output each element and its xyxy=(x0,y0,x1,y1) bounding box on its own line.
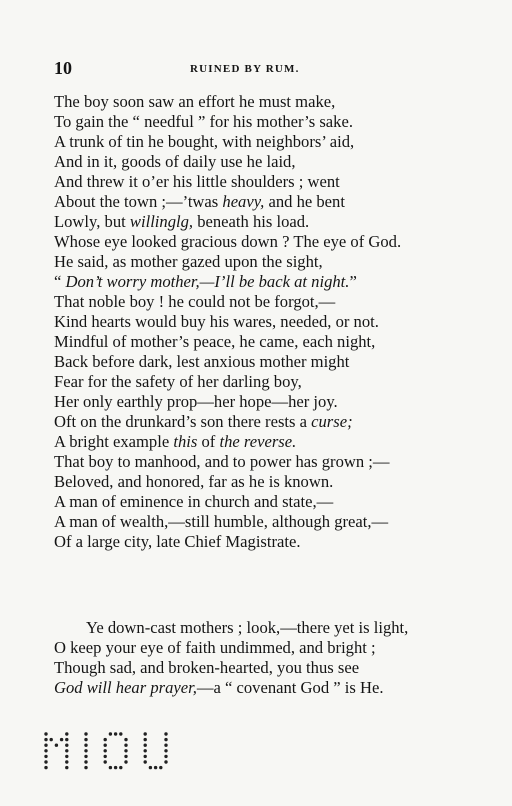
stamp-dot xyxy=(60,738,63,741)
line-text: That boy to manhood, and to power has grown ;— xyxy=(54,452,390,471)
line-text: Ye down-cast mothers ; look,—there yet is light, xyxy=(86,618,409,637)
line-text: beneath his load. xyxy=(193,212,310,231)
line-text: The boy soon saw an effort he must make, xyxy=(54,92,336,111)
line-text: Lowly, but xyxy=(54,212,130,231)
stamp-dot xyxy=(119,766,122,769)
line-text: Fear for the safety of her darling boy, xyxy=(54,372,302,391)
line-text: of xyxy=(197,432,220,451)
stamp-dot xyxy=(65,766,68,769)
poem-line xyxy=(54,132,464,152)
line-text: A man of wealth,—still humble, although great,— xyxy=(54,512,389,531)
poem-stanza-2 xyxy=(54,618,464,698)
poem-line xyxy=(54,638,464,658)
stamp-dot xyxy=(50,738,53,741)
stamp-dot xyxy=(104,755,107,758)
stamp-dot xyxy=(44,760,47,763)
line-text: Mindful of mother’s peace, he came, each night, xyxy=(54,332,376,351)
poem-line xyxy=(54,532,464,552)
poem-line xyxy=(54,432,464,452)
line-text: To gain the “ needful ” for his mother’s sake. xyxy=(54,112,353,131)
line-text: and he bent xyxy=(264,192,345,211)
italic-text: curse; xyxy=(311,412,353,431)
poem-line xyxy=(54,172,464,192)
poem-line xyxy=(54,452,464,472)
poem-line xyxy=(54,512,464,532)
line-text: About the town ;—’twas xyxy=(54,192,223,211)
stamp-dot xyxy=(124,749,127,752)
stamp-dot xyxy=(84,744,87,747)
stamp-dot xyxy=(164,744,167,747)
stamp-dot xyxy=(144,755,147,758)
running-head: RUINED BY RUM. xyxy=(190,63,300,75)
stamp-dot xyxy=(164,732,167,735)
perforated-stamp xyxy=(42,728,168,774)
stamp-dot xyxy=(65,755,68,758)
line-text: A trunk of tin he bought, with neighbors’ aid, xyxy=(54,132,355,151)
line-text: Whose eye looked gracious down ? The eye of God. xyxy=(54,232,402,251)
stamp-dot xyxy=(159,766,162,769)
stamp-dot xyxy=(114,732,117,735)
line-text: —a “ covenant God ” is He. xyxy=(196,678,384,697)
poem-line xyxy=(54,292,464,312)
poem-line xyxy=(54,492,464,512)
stamp-dot xyxy=(144,760,147,763)
stamp-dot xyxy=(104,749,107,752)
stamp-dot xyxy=(65,749,68,752)
stamp-dot xyxy=(144,744,147,747)
line-text: A man of eminence in church and state,— xyxy=(54,492,334,511)
stamp-dot xyxy=(164,760,167,763)
poem-line xyxy=(54,232,464,252)
stamp-dot xyxy=(65,738,68,741)
stamp-dot xyxy=(154,766,157,769)
poem-line xyxy=(54,112,464,132)
stamp-dot xyxy=(124,760,127,763)
page-header xyxy=(54,58,474,80)
stamp-dot xyxy=(114,766,117,769)
poem-line xyxy=(54,412,464,432)
stamp-dot xyxy=(65,732,68,735)
stamp-dot xyxy=(109,732,112,735)
line-text: A bright example xyxy=(54,432,174,451)
poem-line xyxy=(54,472,464,492)
stamp-dot xyxy=(164,738,167,741)
stamp-dot xyxy=(65,744,68,747)
stamp-dot xyxy=(84,755,87,758)
italic-text: the reverse. xyxy=(219,432,297,451)
poem-line xyxy=(54,658,464,678)
poem-line xyxy=(54,152,464,172)
italic-text: Don’t worry mother,—I’ll be back at night. xyxy=(65,272,350,291)
line-text: Back before dark, lest anxious mother might xyxy=(54,352,350,371)
line-text: Kind hearts would buy his wares, needed, or not. xyxy=(54,312,379,331)
stamp-dot xyxy=(44,744,47,747)
stamp-dot xyxy=(55,744,58,747)
line-text: He said, as mother gazed upon the sight, xyxy=(54,252,323,271)
poem-line xyxy=(54,92,464,112)
stamp-dot xyxy=(164,755,167,758)
stamp-dot xyxy=(124,738,127,741)
stamp-dot xyxy=(164,749,167,752)
poem-line xyxy=(54,192,464,212)
stamp-dot xyxy=(104,738,107,741)
poem-stanza-1 xyxy=(54,92,464,552)
stamp-dot xyxy=(84,749,87,752)
poem-line xyxy=(54,212,464,232)
stamp-dot xyxy=(84,760,87,763)
poem-line xyxy=(54,312,464,332)
stamp-dot xyxy=(44,755,47,758)
stamp-dot xyxy=(104,760,107,763)
line-text: Beloved, and honored, far as he is known. xyxy=(54,472,334,491)
italic-text: heavy, xyxy=(222,192,265,211)
line-text: ” xyxy=(349,272,357,291)
page-number: 10 xyxy=(54,58,72,78)
line-text: Of a large city, late Chief Magistrate. xyxy=(54,532,301,551)
stamp-dot xyxy=(84,732,87,735)
stamp-dot xyxy=(44,738,47,741)
poem-line xyxy=(54,352,464,372)
stamp-dot xyxy=(144,738,147,741)
poem-line xyxy=(54,372,464,392)
poem-line xyxy=(54,678,464,698)
stamp-dot xyxy=(84,738,87,741)
stamp-dot xyxy=(44,766,47,769)
stamp-dot xyxy=(104,744,107,747)
stamp-dot xyxy=(119,732,122,735)
line-text: O keep your eye of faith undimmed, and bright ; xyxy=(54,638,376,657)
line-text: Though sad, and broken-hearted, you thus see xyxy=(54,658,360,677)
stamp-dot xyxy=(124,755,127,758)
line-text: And threw it o’er his little shoulders ; went xyxy=(54,172,340,191)
italic-text: this xyxy=(173,432,198,451)
stamp-dot xyxy=(124,744,127,747)
line-text: And in it, goods of daily use he laid, xyxy=(54,152,296,171)
poem-line xyxy=(54,252,464,272)
poem-line xyxy=(54,618,464,638)
italic-text: willinglg, xyxy=(129,212,194,231)
stamp-dot xyxy=(109,766,112,769)
line-text: Her only earthly prop—her hope—her joy. xyxy=(54,392,338,411)
line-text: Oft on the drunkard’s son there rests a xyxy=(54,412,312,431)
poem-line xyxy=(54,332,464,352)
stamp-dot xyxy=(144,749,147,752)
poem-line xyxy=(54,392,464,412)
stamp-dot xyxy=(44,749,47,752)
stamp-dot xyxy=(149,766,152,769)
line-text: That noble boy ! he could not be forgot,— xyxy=(54,292,336,311)
stamp-dot xyxy=(84,766,87,769)
stamp-dot xyxy=(65,760,68,763)
stamp-dot xyxy=(44,732,47,735)
line-text: “ xyxy=(54,272,66,291)
stamp-dot xyxy=(144,732,147,735)
poem-line xyxy=(54,272,464,292)
italic-text: God will hear prayer, xyxy=(54,678,197,697)
